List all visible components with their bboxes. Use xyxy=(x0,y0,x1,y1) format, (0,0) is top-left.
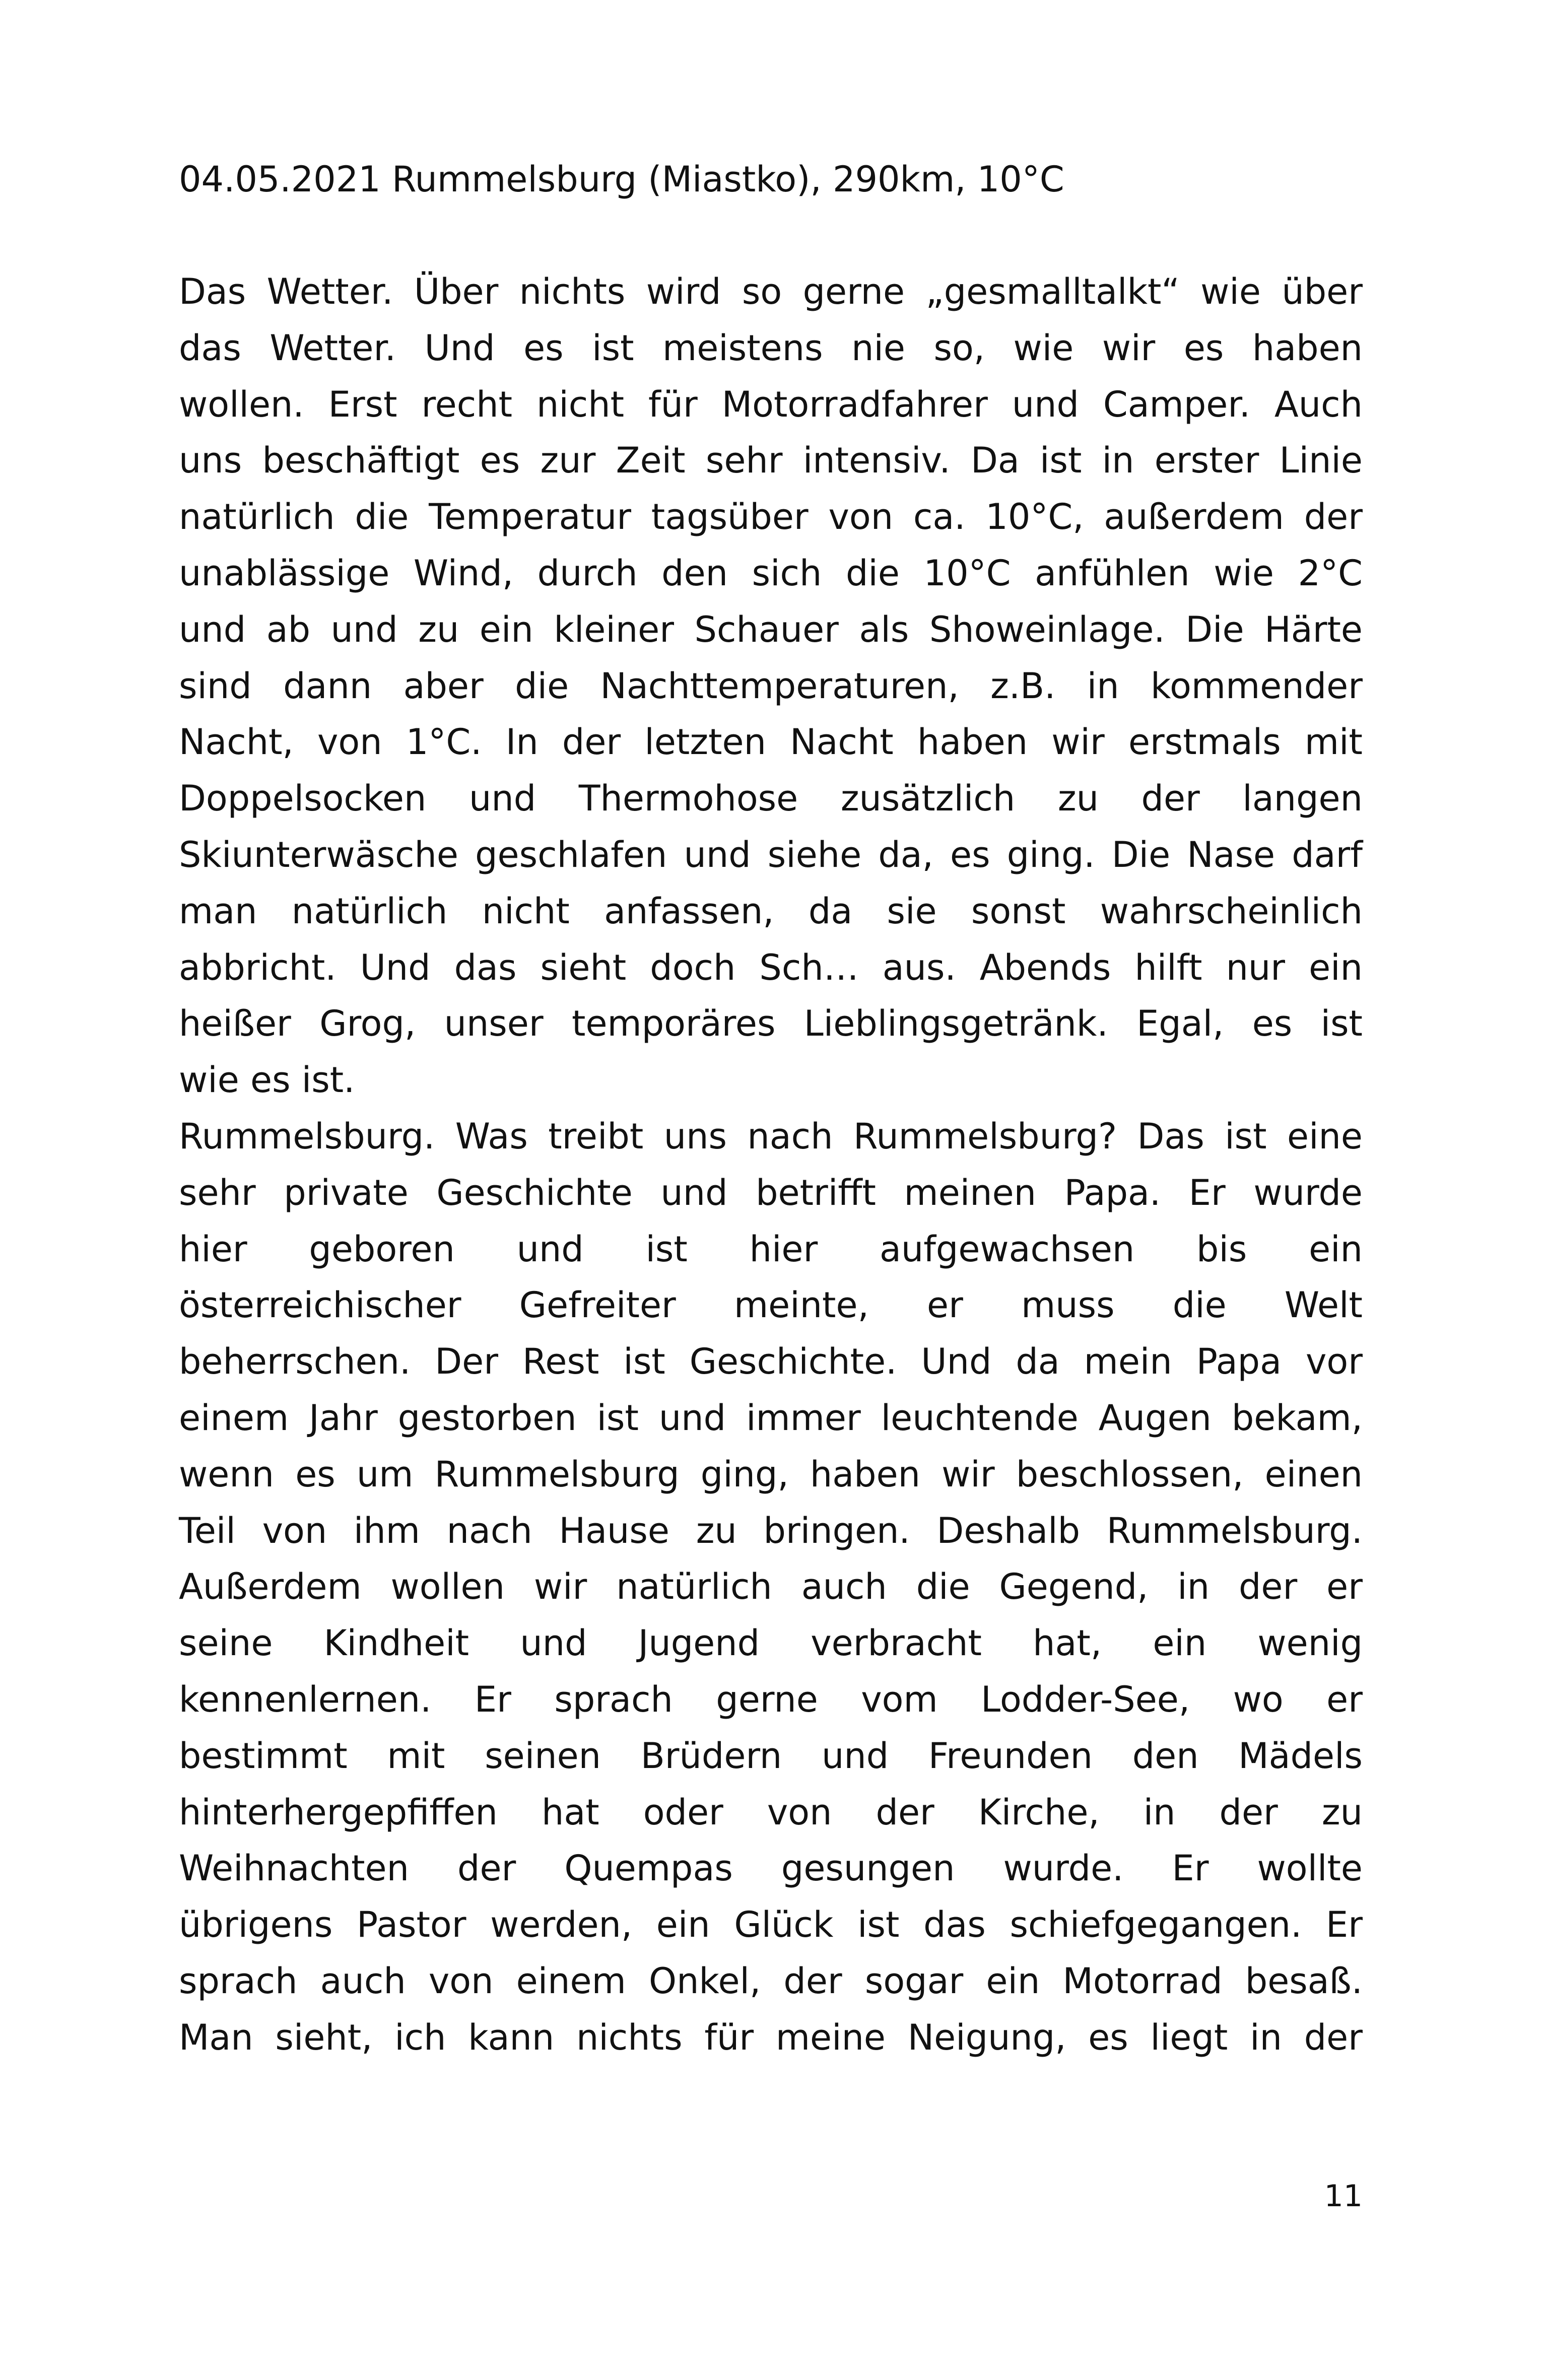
entry-heading: 04.05.2021 Rummelsburg (Miastko), 290km, 10°C xyxy=(179,159,1064,200)
text-line: sehr private Geschichte und betrifft meinen Papa. Er wurde xyxy=(179,1172,1363,1213)
text-line: wollen. Erst recht nicht für Motorradfahrer und Camper. Auch xyxy=(179,383,1363,425)
text-line: österreichischer Gefreiter meinte, er muss die Welt xyxy=(179,1284,1363,1326)
text-line: abbricht. Und das sieht doch Sch… aus. Abends hilft nur ein xyxy=(179,946,1363,988)
text-line: Skiunterwäsche geschlafen und siehe da, es ging. Die Nase darf xyxy=(179,834,1363,875)
text-line: hier geboren und ist hier aufgewachsen bis ein xyxy=(179,1228,1363,1270)
text-line: sind dann aber die Nachttemperaturen, z.B. in kommender xyxy=(179,665,1363,707)
text-line: seine Kindheit und Jugend verbracht hat, ein wenig xyxy=(179,1622,1363,1664)
text-line: Weihnachten der Quempas gesungen wurde. Er wollte xyxy=(179,1848,1363,1889)
text-line: Das Wetter. Über nichts wird so gerne „gesmalltalkt“ wie über xyxy=(179,271,1363,312)
text-line: hinterhergepfiffen hat oder von der Kirche, in der zu xyxy=(179,1791,1363,1833)
text-line: Teil von ihm nach Hause zu bringen. Deshalb Rummelsburg. xyxy=(179,1510,1363,1551)
text-line: sprach auch von einem Onkel, der sogar ein Motorrad besaß. xyxy=(179,1960,1363,2002)
text-line: man natürlich nicht anfassen, da sie sonst wahrscheinlich xyxy=(179,890,1363,932)
text-line: Außerdem wollen wir natürlich auch die Gegend, in der er xyxy=(179,1566,1363,1608)
page-content xyxy=(179,151,1363,2066)
text-line: uns beschäftigt es zur Zeit sehr intensiv. Da ist in erster Linie xyxy=(179,440,1363,482)
text-line: natürlich die Temperatur tagsüber von ca. 10°C, außerdem der xyxy=(179,496,1363,538)
text-line: das Wetter. Und es ist meistens nie so, wie wir es haben xyxy=(179,327,1363,369)
text-line: kennenlernen. Er sprach gerne vom Lodder-See, wo er xyxy=(179,1678,1363,1720)
text-line: einem Jahr gestorben ist und immer leuchtende Augen bekam, xyxy=(179,1397,1363,1439)
text-line: Nacht, von 1°C. In der letzten Nacht haben wir erstmals mit xyxy=(179,721,1363,763)
text-line: wenn es um Rummelsburg ging, haben wir beschlossen, einen xyxy=(179,1453,1363,1495)
text-line: beherrschen. Der Rest ist Geschichte. Und da mein Papa vor xyxy=(179,1341,1363,1383)
paragraph-rummelsburg xyxy=(179,1109,1363,2066)
text-line: unablässige Wind, durch den sich die 10°C anfühlen wie 2°C xyxy=(179,552,1363,594)
text-line: Doppelsocken und Thermohose zusätzlich zu der langen xyxy=(179,778,1363,820)
text-line: heißer Grog, unser temporäres Lieblingsgetränk. Egal, es ist xyxy=(179,1003,1363,1045)
paragraph-weather xyxy=(179,264,1363,1109)
text-line: übrigens Pastor werden, ein Glück ist das schiefgegangen. Er xyxy=(179,1904,1363,1946)
text-line: wie es ist. xyxy=(179,1059,355,1101)
text-line: bestimmt mit seinen Brüdern und Freunden den Mädels xyxy=(179,1735,1363,1777)
page-number: 11 xyxy=(1324,2179,1363,2214)
text-line: und ab und zu ein kleiner Schauer als Showeinlage. Die Härte xyxy=(179,608,1363,650)
text-line: Rummelsburg. Was treibt uns nach Rummelsburg? Das ist eine xyxy=(179,1115,1363,1157)
text-line: Man sieht, ich kann nichts für meine Neigung, es liegt in der xyxy=(179,2016,1363,2058)
